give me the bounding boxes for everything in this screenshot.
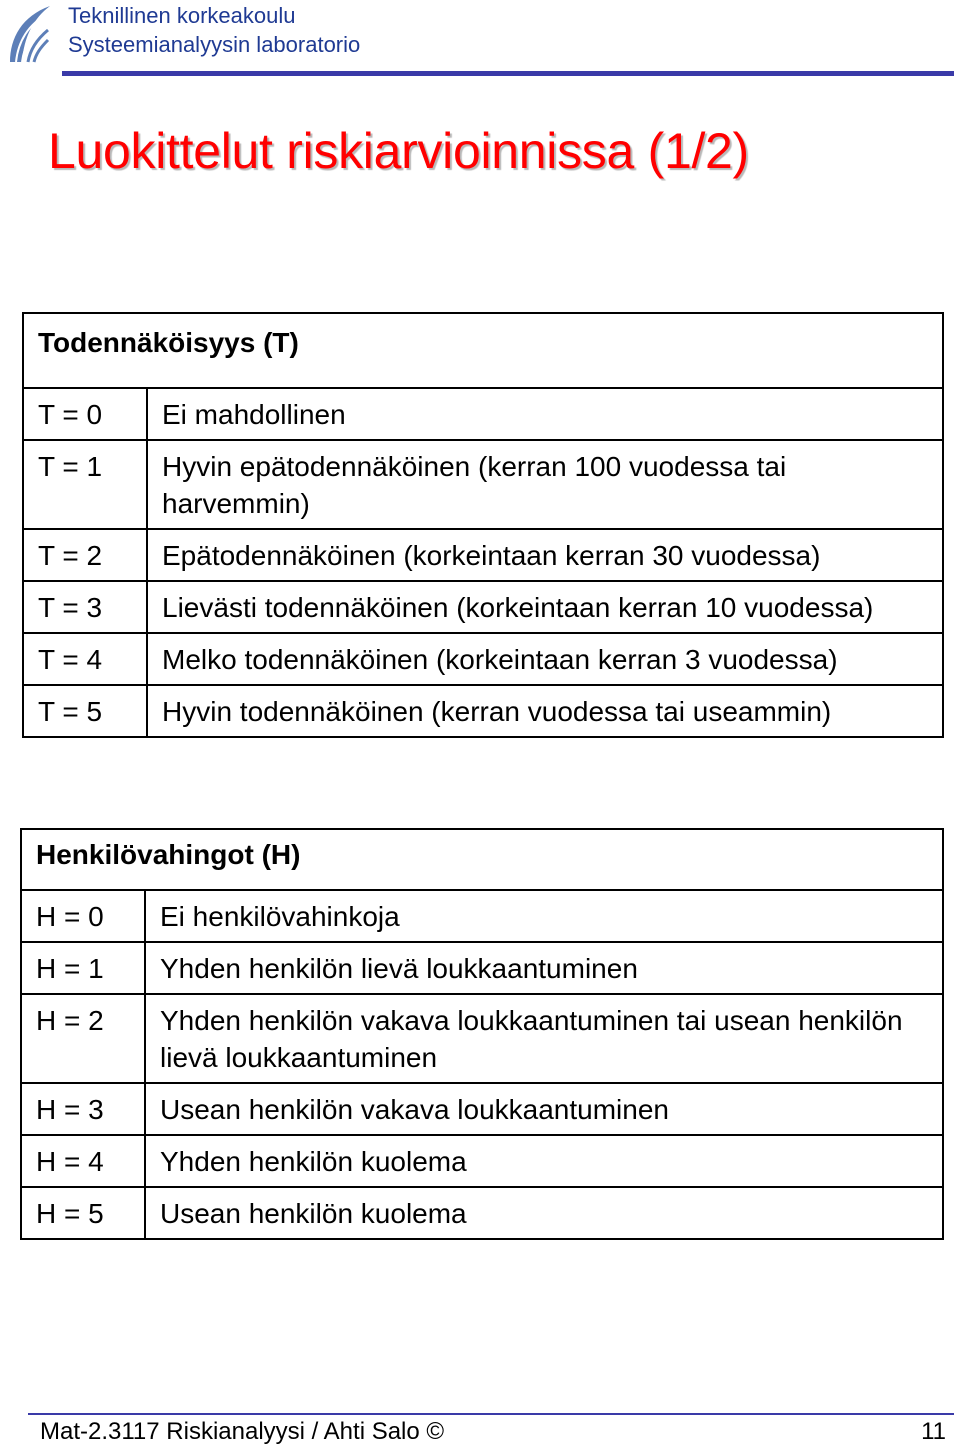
probability-code: T = 1 — [23, 440, 147, 529]
footer-divider — [28, 1413, 954, 1415]
probability-code: T = 5 — [23, 685, 147, 737]
injury-code: H = 1 — [21, 942, 145, 994]
table-row — [23, 388, 943, 440]
table-row — [23, 581, 943, 633]
injury-code: H = 0 — [21, 890, 145, 942]
footer-course-info: Mat-2.3117 Riskianalyysi / Ahti Salo © — [40, 1418, 445, 1445]
university-logo-icon — [4, 2, 54, 66]
probability-description: Epätodennäköinen (korkeintaan kerran 30 vuodessa) — [147, 529, 943, 581]
injury-description: Ei henkilövahinkoja — [145, 890, 943, 942]
probability-description: Lievästi todennäköinen (korkeintaan kerran 10 vuodessa) — [147, 581, 943, 633]
injury-code: H = 4 — [21, 1135, 145, 1187]
probability-description: Hyvin epätodennäköinen (kerran 100 vuodessa tai harvemmin) — [147, 440, 943, 529]
table-row — [21, 994, 943, 1083]
table-header-row — [23, 313, 943, 388]
laboratory-name: Systeemianalyysin laboratorio — [68, 32, 361, 57]
table-row — [23, 685, 943, 737]
table-row — [21, 1083, 943, 1135]
probability-code: T = 0 — [23, 388, 147, 440]
injury-description: Usean henkilön kuolema — [145, 1187, 943, 1239]
probability-code: T = 4 — [23, 633, 147, 685]
probability-description: Melko todennäköinen (korkeintaan kerran 3 vuodessa) — [147, 633, 943, 685]
injury-code: H = 2 — [21, 994, 145, 1083]
slide-title: Luokittelut riskiarvioinnissa (1/2) — [48, 123, 749, 179]
table-row — [21, 942, 943, 994]
probability-description: Ei mahdollinen — [147, 388, 943, 440]
probability-table-heading: Todennäköisyys (T) — [23, 313, 943, 388]
injury-table — [20, 828, 944, 1240]
injury-code: H = 3 — [21, 1083, 145, 1135]
header-divider — [62, 71, 954, 76]
probability-description: Hyvin todennäköinen (kerran vuodessa tai useammin) — [147, 685, 943, 737]
probability-table — [22, 312, 944, 738]
table-row — [21, 890, 943, 942]
table-header-row — [21, 829, 943, 890]
probability-code: T = 2 — [23, 529, 147, 581]
slide-header — [0, 0, 960, 80]
institution-name: Teknillinen korkeakoulu — [68, 3, 296, 28]
injury-code: H = 5 — [21, 1187, 145, 1239]
table-row — [23, 440, 943, 529]
table-row — [21, 1135, 943, 1187]
page-number: 11 — [921, 1418, 946, 1445]
table-row — [21, 1187, 943, 1239]
injury-table-heading: Henkilövahingot (H) — [21, 829, 943, 890]
injury-description: Yhden henkilön lievä loukkaantuminen — [145, 942, 943, 994]
injury-description: Yhden henkilön kuolema — [145, 1135, 943, 1187]
probability-code: T = 3 — [23, 581, 147, 633]
injury-description: Yhden henkilön vakava loukkaantuminen tai usean henkilön lievä loukkaantuminen — [145, 994, 943, 1083]
table-row — [23, 529, 943, 581]
table-row — [23, 633, 943, 685]
injury-description: Usean henkilön vakava loukkaantuminen — [145, 1083, 943, 1135]
